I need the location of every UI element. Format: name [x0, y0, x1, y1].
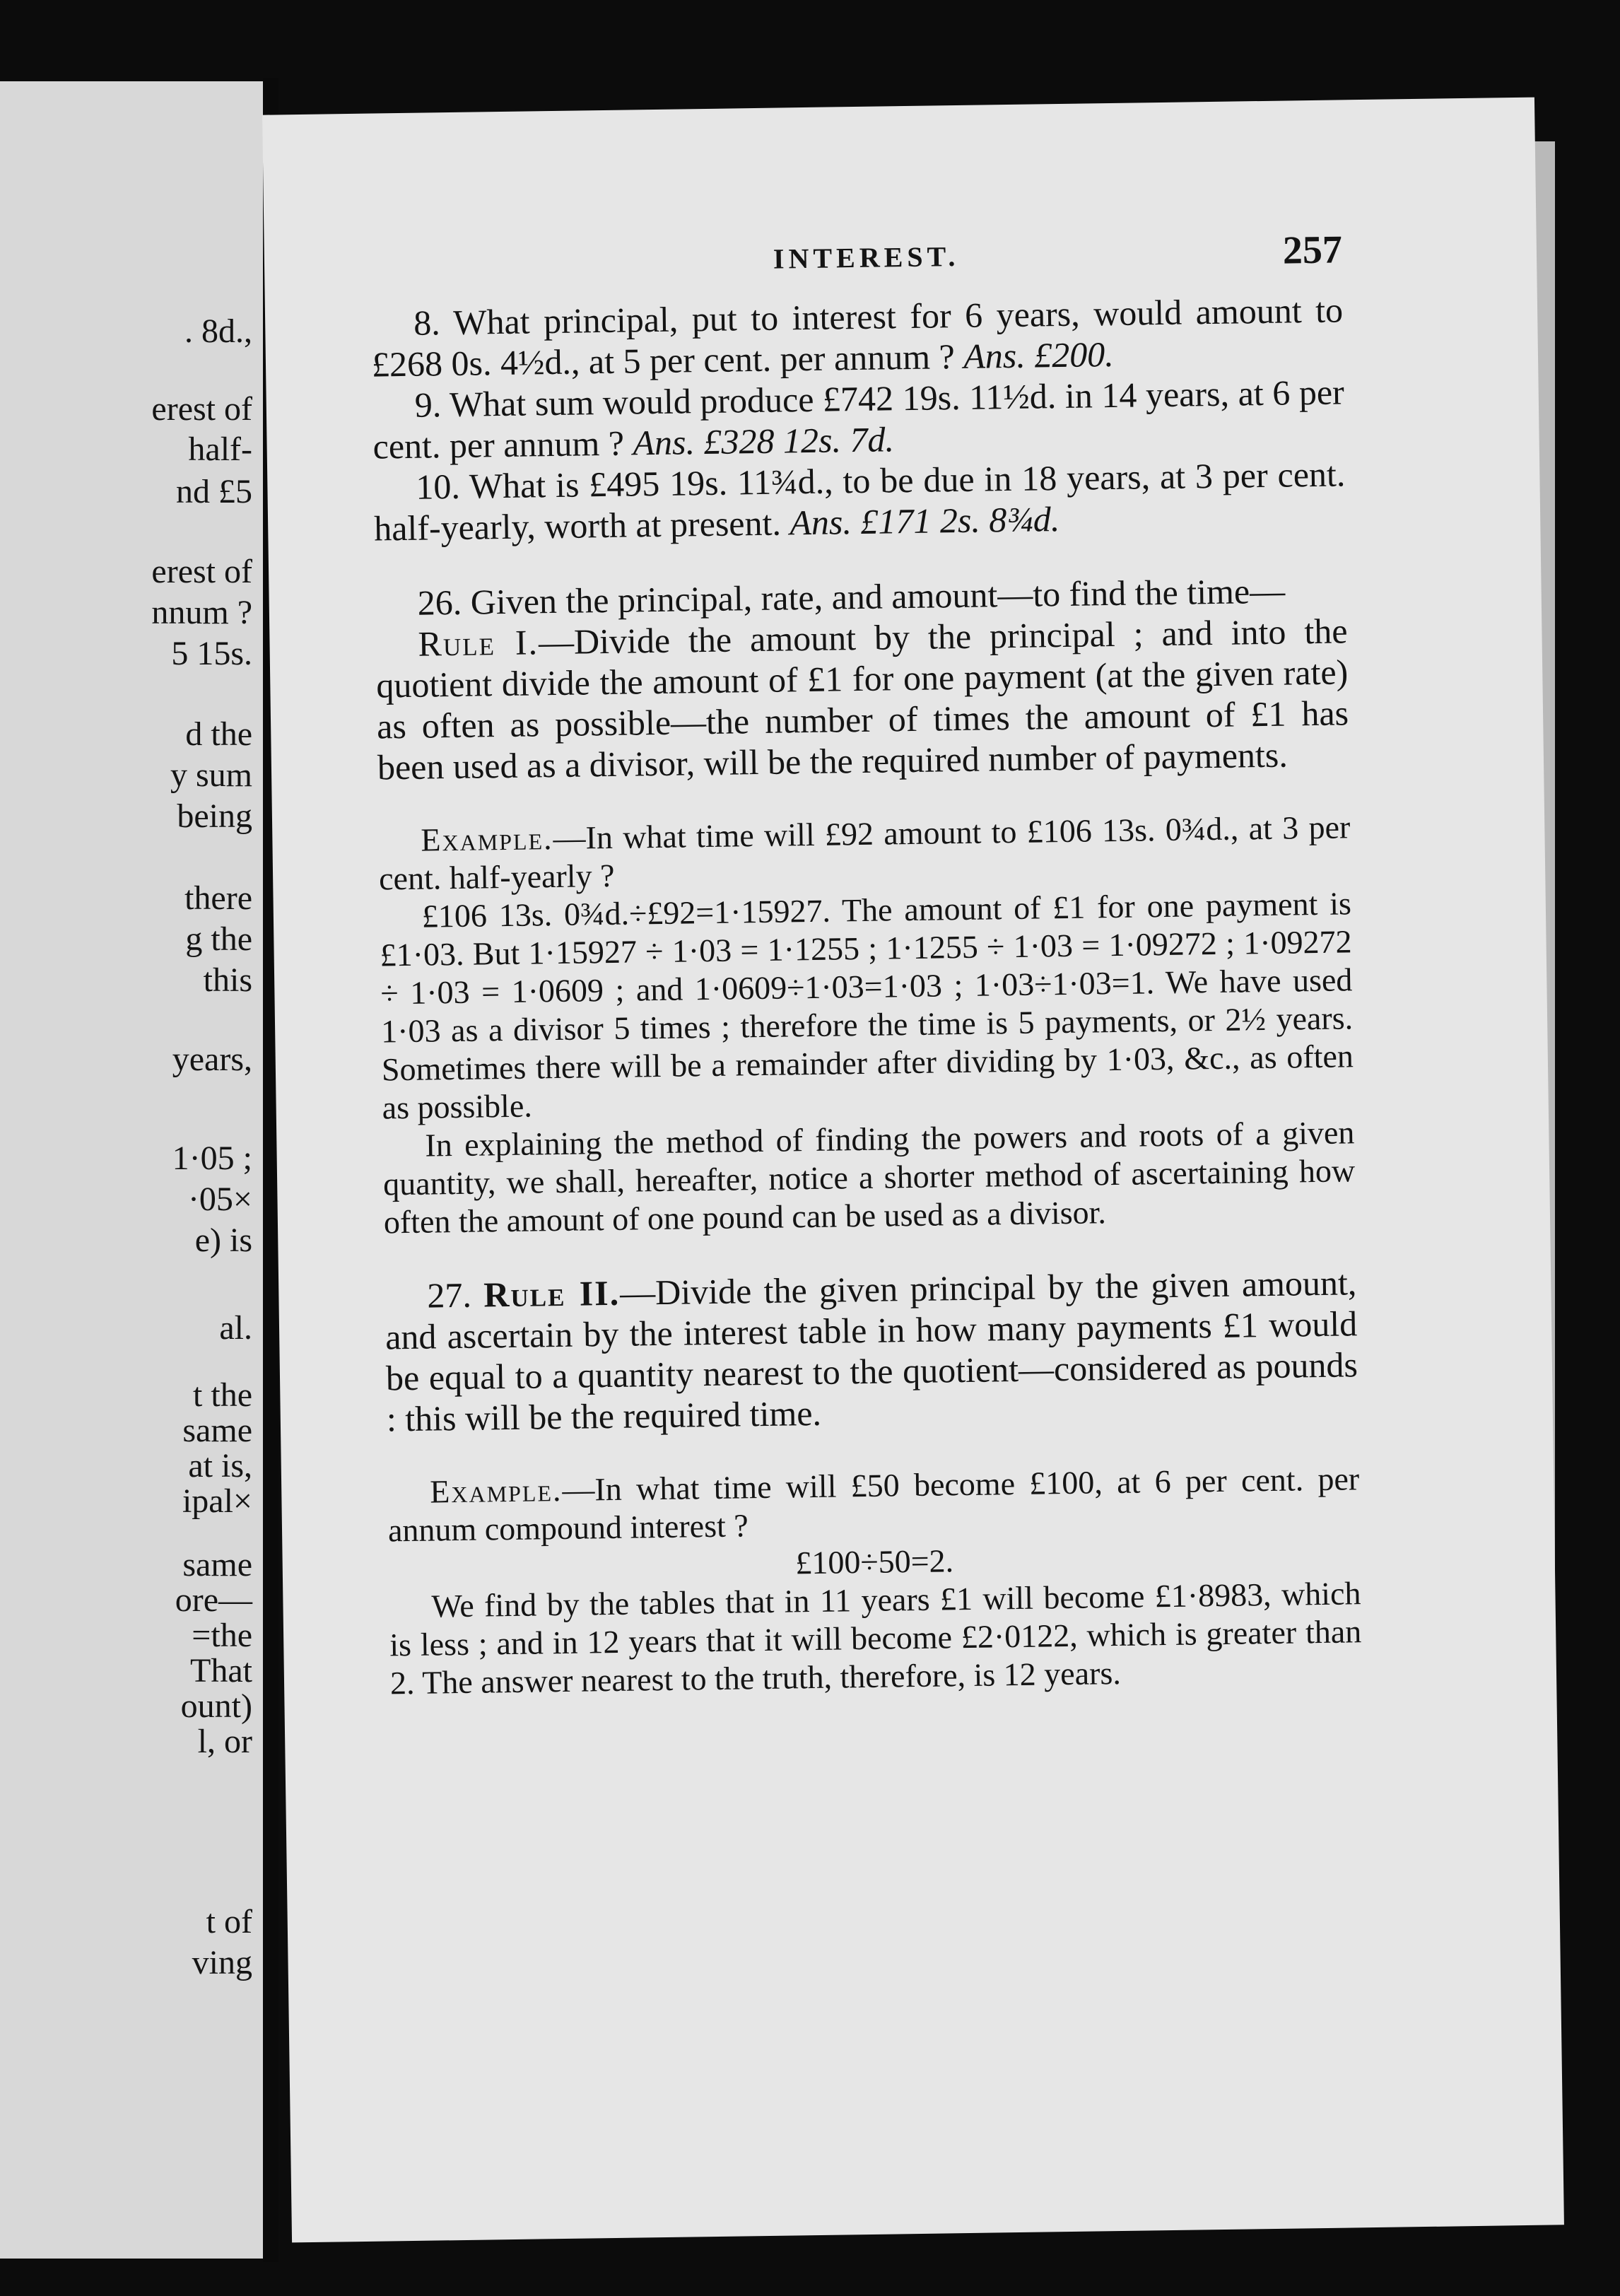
example-1-working: £106 13s. 0¾d.÷£92=1·15927. The amount of £1 for one payment is £1·03. But 1·15927 ÷ 1·03 = 1·1255 ; 1·1255 ÷ 1·03 = 1·09272 ; 1·09272 ÷ 1·03 = 1·0609 ; and 1·0609÷1·03=1·03 ; 1·03÷1·03=1. We have used 1·03 as a divisor 5 times ; therefore the time is 5 payments, or 2½ years. Sometimes there will be a remainder after dividing by 1·03, &c., as often as possible. — [380, 885, 1354, 1126]
rule-2 — [385, 1262, 1358, 1439]
problem-answer: Ans. £171 2s. 8¾d. — [789, 499, 1060, 543]
example-1 — [378, 808, 1351, 898]
problem-10 — [373, 453, 1346, 549]
left-text-fragment: =the — [192, 1617, 252, 1654]
left-text-fragment: al. — [219, 1309, 252, 1347]
example-1-note: In explaining the method of finding the powers and roots of a given quantity, we shall, hereafter, notice a shorter method of ascertaining how often the amount of one pound can be used as a divisor. — [382, 1114, 1356, 1241]
problem-text: 9. What sum would produce £742 19s. 11½d. in 14 years, at 6 per cent. per annum ? — [372, 372, 1345, 467]
left-text-fragment: ·05× — [187, 1181, 252, 1218]
left-text-fragment: t of — [206, 1903, 252, 1940]
left-text-fragment: t the — [193, 1376, 252, 1414]
left-text-fragment: same — [182, 1546, 252, 1583]
page-header — [264, 228, 1537, 299]
left-text-fragment: ount) — [180, 1687, 252, 1725]
rule-2-text: —Divide the given principal by the given amount, and ascertain by the interest table in how many payments £1 would be equal to a quantity nearest to the quotient—considered as pounds : this will be the required time. — [385, 1263, 1358, 1439]
right-page — [262, 98, 1564, 2243]
example-2 — [387, 1460, 1360, 1550]
left-page-fragment — [0, 81, 265, 2259]
example-2-label: Example. — [429, 1471, 563, 1510]
left-text-fragment: years, — [172, 1041, 252, 1078]
left-text-fragment: ving — [192, 1944, 252, 1981]
left-text-fragment: e) is — [194, 1222, 252, 1259]
left-text-fragment: g the — [185, 920, 252, 958]
problem-text: 8. What principal, put to interest for 6 years, would amount to £268 0s. 4½d., at 5 per cent. per annum ? — [371, 290, 1344, 385]
left-text-fragment: there — [184, 879, 252, 917]
problem-answer: Ans. £328 12s. 7d. — [633, 419, 895, 463]
left-text-fragment: half- — [188, 430, 252, 468]
left-text-fragment: . 8d., — [184, 312, 252, 350]
section-26-intro: 26. Given the principal, rate, and amount—to find the time— — [417, 570, 1286, 623]
example-2-equation: £100÷50=2. — [795, 1542, 954, 1581]
left-text-fragment: nd £5 — [176, 473, 252, 510]
page-number: 257 — [1282, 228, 1343, 273]
running-head: INTEREST. — [773, 240, 960, 275]
left-text-fragment: erest of — [151, 553, 252, 590]
left-text-fragment: being — [177, 797, 252, 835]
example-1-text: —In what time will £92 amount to £106 13s. 0¾d., at 3 per cent. half-yearly ? — [378, 809, 1351, 897]
left-text-fragment: this — [203, 961, 252, 999]
left-text-fragment: erest of — [151, 390, 252, 428]
left-text-fragment: That — [190, 1652, 252, 1689]
problem-answer: Ans. £200. — [963, 334, 1115, 376]
section-27-number: 27. — [427, 1275, 472, 1316]
left-text-fragment: 5 15s. — [171, 635, 252, 672]
example-2-text: —In what time will £50 become £100, at 6 per cent. per annum compound interest ? — [387, 1460, 1360, 1549]
problem-8 — [371, 289, 1344, 385]
example-1-label: Example. — [421, 820, 553, 858]
problem-9 — [372, 371, 1344, 467]
problem-text: 10. What is £495 19s. 11¾d., to be due in 18 years, at 3 per cent. half-yearly, worth at present. — [373, 454, 1346, 549]
left-text-fragment: ore— — [175, 1581, 252, 1619]
page-content — [371, 289, 1363, 1702]
left-text-fragment: nnum ? — [151, 594, 252, 631]
rule-1-text: —Divide the amount by the principal ; and into the quotient divide the amount of £1 for one payment (at the given rate) as often as possible—the number of times the amount of £1 has been used as a divisor, will be the required number of payments. — [375, 611, 1349, 787]
rule-1 — [375, 610, 1349, 787]
left-text-fragment: l, or — [197, 1723, 252, 1760]
rule-1-label: Rule I. — [418, 622, 539, 664]
rule-2-label: Rule II. — [483, 1272, 621, 1315]
left-text-fragment: y sum — [170, 756, 252, 794]
left-text-fragment: 1·05 ; — [172, 1140, 252, 1177]
left-text-fragment: same — [182, 1412, 252, 1449]
left-text-fragment: ipal× — [182, 1482, 252, 1520]
example-2-conclusion: We find by the tables that in 11 years £1 will become £1·8983, which is less ; and in 12 years that it will become £2·0122, which is greater than 2. The answer nearest to the truth, therefore, is 12 years. — [389, 1575, 1362, 1702]
left-text-fragment: at is, — [188, 1447, 252, 1484]
left-text-fragment: d the — [185, 715, 252, 753]
